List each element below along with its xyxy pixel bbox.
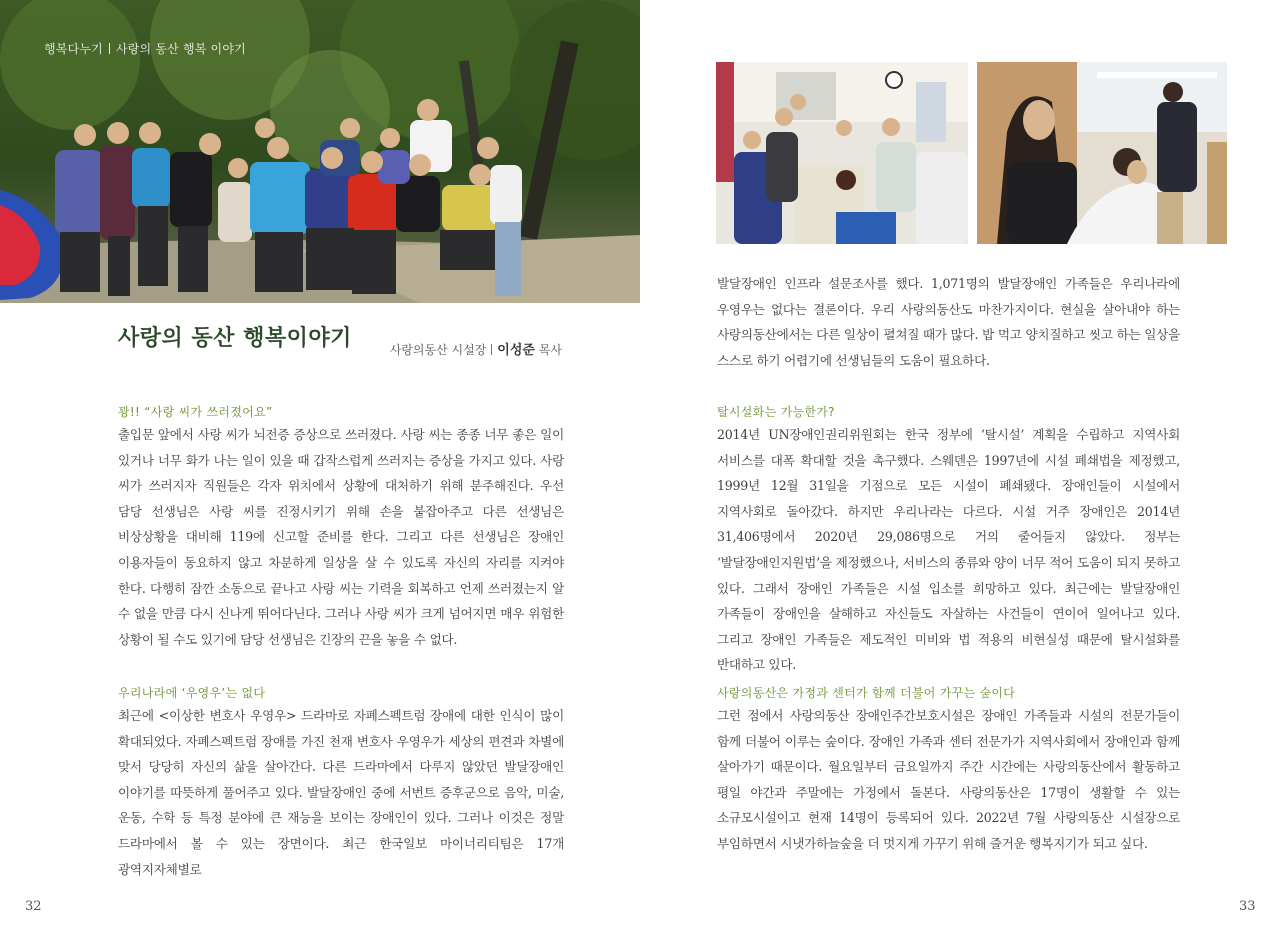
birthday-party-photo — [716, 62, 968, 244]
byline — [390, 339, 562, 358]
section-body: 2014년 UN장애인권리위원회는 한국 정부에 ‘탈시설’ 계획을 수립하고 지역사회 서비스를 대폭 확대할 것을 촉구했다. 스웨덴은 1997년에 시설 폐쇄법을 제정했고, 1999년 12월 31일을 기점으로 모든 시설이 폐쇄됐다. 장애인들이 시설에서 지역사회로 돌아갔다. 하지만 우리나라는 다르다. 시설 거주 장애인은 2014년 31,406명에서 2020년 29,086명으로 거의 줄어들지 않았다. 정부는 ‘발달장애인지원법’을 제정했으나, 서비스의 종류와 양이 너무 적어 도움이 되지 못하고 있다. 그래서 장애인 가족들은 시설 입소를 희망하고 있다. 최근에는 발달장애인 가족들이 장애인을 살해하고 자신들도 자살하는 사건들이 연이어 일어나고 있다. 그리고 장애인 가족들은 제도적인 미비와 법 적용의 비현실성 때문에 탈시설화를 반대하고 있다. — [717, 427, 1180, 673]
birthday-party-illustration — [716, 62, 968, 244]
haircut-illustration — [977, 62, 1227, 244]
author-name: 이성준 — [497, 343, 535, 358]
author-title: 목사 — [538, 343, 562, 357]
header-section: 행복다누기 — [44, 42, 103, 56]
article-title: 사랑의 동산 행복이야기 — [118, 326, 352, 351]
section-body: 출입문 앞에서 사랑 씨가 뇌전증 증상으로 쓰러졌다. 사랑 씨는 종종 너무 좋은 일이 있거나 너무 화가 나는 일이 있을 때 갑작스럽게 쓰러지는 증상을 가지고 있다. 사랑 씨가 쓰러지자 직원들은 각자 위치에서 상황에 대처하기 위해 분주해진다. 우선 담당 선생님은 사랑 씨를 진정시키기 위해 손을 붙잡아주고 다른 선생님은 비상상황을 대비해 119에 신고할 준비를 한다. 그리고 다른 선생님은 장애인 이용자들이 동요하지 않고 차분하게 일상을 살 수 있도록 자신의 자리를 지켜야 한다. 다행히 잠깐 소동으로 끝나고 사랑 씨는 기력을 회복하고 언제 쓰러졌는지 알 수 없을 만큼 다시 신나게 뛰어다닌다. 그러나 사랑 씨가 크게 넘어지면 매우 위험한 상황이 될 수도 있기에 담당 선생님은 긴장의 끈을 놓을 수 없다. — [118, 427, 564, 647]
section-forest — [717, 683, 1180, 857]
section-seizure — [118, 402, 564, 652]
section-heading: 꽝!! “사랑 씨가 쓰러졌어요” — [118, 405, 273, 419]
haircut-photo — [977, 62, 1227, 244]
section-continuation — [717, 271, 1180, 373]
section-body: 최근에 <이상한 변호사 우영우> 드라마로 자폐스펙트럼 장애에 대한 인식이 많이 확대되었다. 자폐스펙트럼 장애를 가진 천재 변호사 우영우가 세상의 편견과 차별에 맞서 당당히 자신의 삶을 살아간다. 다른 드라마에서 다루지 않았던 발달장애인 이야기를 따뜻하게 풀어주고 있다. 발달장애인 중에 서번트 증후군으로 음악, 미술, 운동, 수학 등 특정 분야에 큰 재능을 보이는 장애인이 있다. 그러나 이것은 정말 드라마에서 볼 수 있는 장면이다. 최근 한국일보 마이너리티팀은 17개 광역지자체별로 — [118, 708, 564, 877]
section-deinstitutionalization — [717, 402, 1180, 678]
section-body: 그런 점에서 사랑의동산 장애인주간보호시설은 장애인 가족들과 시설의 전문가들이 함께 더불어 이루는 숲이다. 장애인 가족과 센터 전문가가 지역사회에서 장애인과 함께 살아가기 때문이다. 월요일부터 금요일까지 주간 시간에는 사랑의동산에서 활동하고 평일 야간과 주말에는 가정에서 돌본다. 사랑의동산은 17명이 생활할 수 있는 소규모시설이고 현재 14명이 등록되어 있다. 2022년 7월 사랑의동산 시설장으로 부임하면서 시냇가하늘숲을 더 멋지게 가꾸기 위해 즐거운 행복지기가 되고 싶다. — [717, 708, 1180, 851]
section-woo-young-woo — [118, 683, 564, 882]
section-heading: 탈시설화는 가능한가? — [717, 405, 835, 419]
right-page — [640, 0, 1280, 939]
header-divider — [109, 43, 110, 54]
byline-divider — [491, 344, 492, 355]
section-heading: 사랑의동산은 가정과 센터가 함께 더불어 가꾸는 숲이다 — [717, 686, 1016, 700]
group-photo — [0, 0, 640, 303]
header-subtitle: 사랑의 동산 행복 이야기 — [115, 42, 246, 56]
running-header — [44, 40, 246, 57]
page-number: 32 — [25, 899, 42, 914]
page-number: 33 — [1239, 899, 1256, 914]
section-body: 발달장애인 인프라 설문조사를 했다. 1,071명의 발달장애인 가족들은 우리나라에 우영우는 없다는 결론이다. 우리 사랑의동산도 마찬가지이다. 현실을 살아내야 하는 사랑의동산에서는 다른 일상이 펼쳐질 때가 많다. 밥 먹고 양치질하고 씻고 하는 일상을 스스로 하기 어렵기에 선생님들의 도움이 필요하다. — [717, 276, 1180, 368]
author-role: 사랑의동산 시설장 — [389, 343, 487, 357]
section-heading: 우리나라에 ‘우영우’는 없다 — [118, 686, 266, 700]
